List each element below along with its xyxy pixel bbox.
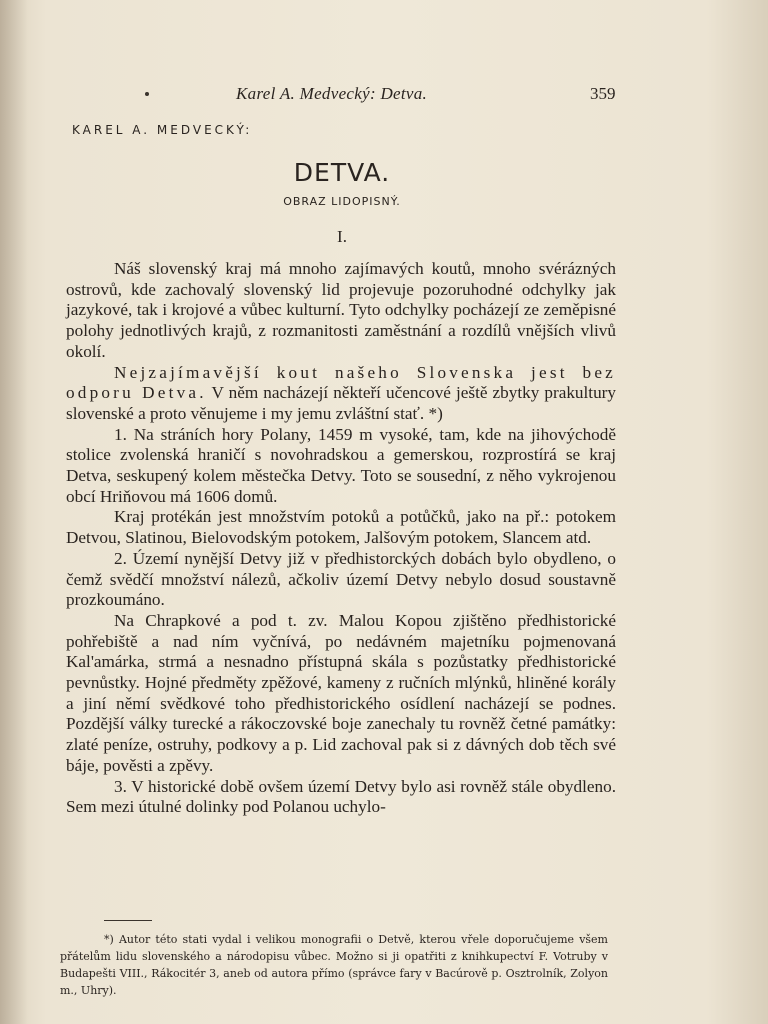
article-body	[66, 259, 616, 818]
running-head: Karel A. Medvecký: Detva.	[236, 84, 428, 103]
footnote-rule	[104, 920, 152, 921]
spaced-emphasis: Nejzajímavější kout našeho Slovenska jest bez odporu Detva.	[66, 362, 616, 403]
footnote-text: *) Autor této stati vydal i velikou monografii o Detvě, kterou vřele doporučujeme všem přátelům lidu slovenského a národopisu vůbec. Možno si ji opatřiti z knihkupectví F. Votruby v Budapešti VIII., Rákocitér 3, aneb od autora přímo (správce fary v Bacúrově p. Osztrolník, Zolyon m., Uhry).	[60, 933, 608, 997]
binding-shadow	[0, 0, 28, 1024]
article-title: DETVA.	[293, 158, 391, 187]
paragraph-3: 1. Na stráních hory Polany, 1459 m vysoké, tam, kde na jihovýchodě stolice zvolenská hraničí s novohradskou a gemerskou, rozprostírá se kraj Detva, seskupený kolem městečka Detvy. Toto se sousední, z něho vykrojenou obcí Hriňovou má 1606 domů.	[66, 424, 616, 506]
paragraph-5: 2. Území nynější Detvy již v předhistorckých dobách bylo obydleno, o čemž svědčí množství nálezů, ačkoliv území Detvy nebylo dosud soustavně prozkoumáno.	[66, 548, 616, 610]
paragraph-2-rest: V něm nacházejí někteří učencové ještě zbytky prakultury slovenské a proto věnujeme i my jemu zvláštní stať. *)	[66, 383, 616, 423]
paragraph-7: 3. V historické době ovšem území Detvy bylo asi rovněž stále obydleno. Sem mezi útulné dolinky pod Polanou uchylo-	[66, 776, 616, 817]
paragraph-6: Na Chrapkové a pod t. zv. Malou Kopou zjištěno předhistorické pohřebiště a nad ním vyčnívá, po nedávném majetníku pojmenovaná Kal'amárka, strmá a nesnadno přístupná skála s pozůstatky předhistorické pevnůstky. Hojné předměty zpěžové, kameny z ručních mlýnků, hliněné korály a jiní němí svědkové toho předhistorického osídlení nacházejí se podnes. Pozdější války turecké a rákoczovské boje zanechaly tu rovněž četné památky: zlaté peníze, ostruhy, podkovy a p. Lid zachoval pak si z dávných dob těch své báje, pověsti a zpěvy.	[66, 610, 616, 775]
article-author: KAREL A. MEDVECKÝ:	[72, 123, 253, 137]
paragraph-4: Kraj protékán jest množstvím potoků a potůčků, jako na př.: potokem Detvou, Slatinou, Bielovodským potokem, Jalšovým potokem, Slancem atd.	[66, 507, 616, 548]
page-number: 359	[590, 84, 616, 103]
print-speck	[145, 92, 149, 96]
section-number: I.	[337, 227, 347, 246]
article-subtitle: OBRAZ LIDOPISNÝ.	[283, 195, 401, 208]
paragraph-1: Náš slovenský kraj má mnoho zajímavých koutů, mnoho svérázných ostrovů, kde zachovalý slovenský lid projevuje pozoruhodné odchylky jak jazykové, tak i krojové a vůbec kulturní. Tyto odchylky pocházejí ze zeměpisné polohy jednotlivých krajů, z rozmanitosti zaměstnání a rozdílů vnějších vlivů okolí.	[66, 259, 616, 361]
paragraph-2	[66, 363, 616, 425]
footnote	[60, 931, 608, 999]
